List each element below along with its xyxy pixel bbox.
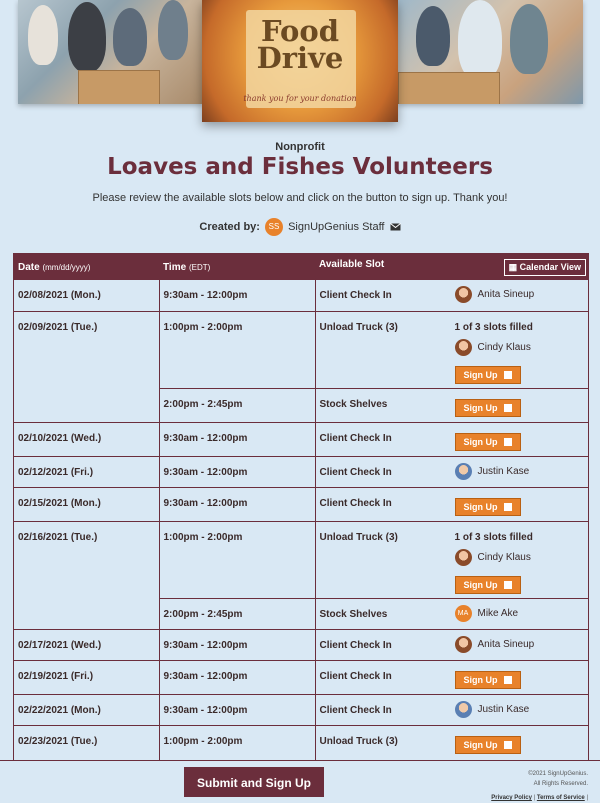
time-cell: 9:30am - 12:00pm — [159, 487, 315, 521]
volunteers-photo-left — [18, 0, 203, 104]
volunteers-photo-right — [398, 0, 583, 104]
creator-name: SignUpGenius Staff — [288, 220, 385, 233]
rights-text: All Rights Reserved. — [533, 781, 588, 787]
date-cell: 02/08/2021 (Mon.) — [14, 280, 159, 311]
food-word: Food — [261, 14, 339, 48]
slot-name: Client Check In — [319, 639, 392, 651]
copyright — [491, 769, 588, 803]
privacy-policy-link[interactable]: Privacy Policy — [491, 795, 532, 801]
slot-name: Unload Truck (3) — [319, 735, 398, 747]
time-cell: 1:00pm - 2:00pm — [159, 725, 315, 765]
checkbox-icon — [504, 676, 512, 684]
calendar-view-button[interactable]: ▦ Calendar View — [504, 259, 586, 276]
table-header — [14, 254, 588, 280]
slot-name: Client Check In — [319, 704, 392, 716]
time-cell: 9:30am - 12:00pm — [159, 280, 315, 311]
volunteer-name: Justin Kase — [477, 703, 530, 715]
table-row — [14, 311, 588, 388]
footer-bar — [0, 760, 600, 801]
table-row — [14, 694, 588, 725]
volunteer — [455, 286, 585, 303]
date-cell: 02/09/2021 (Tue.) — [14, 311, 159, 422]
slot-name: Client Check In — [319, 466, 392, 478]
checkbox-icon — [504, 371, 512, 379]
time-cell: 9:30am - 12:00pm — [159, 422, 315, 456]
slot-name: Unload Truck (3) — [319, 531, 398, 543]
checkbox-icon — [504, 404, 512, 412]
date-cell: 02/10/2021 (Wed.) — [14, 422, 159, 456]
org-type: Nonprofit — [275, 141, 325, 153]
slot-name: Stock Shelves — [319, 398, 388, 410]
time-cell: 2:00pm - 2:45pm — [159, 388, 315, 422]
volunteer — [455, 701, 585, 718]
slots-filled-text: 1 of 3 slots filled — [454, 321, 533, 333]
header-banner — [0, 0, 600, 122]
slot-name: Client Check In — [319, 670, 392, 682]
sign-up-button[interactable]: Sign Up — [455, 366, 521, 384]
avatar — [455, 463, 472, 480]
col-slot-header: Available Slot ▦ Calendar View — [315, 254, 588, 280]
instructions-text: Please review the available slots below and click on the button to sign up. Thank you! — [92, 192, 508, 204]
food-drive-jar-photo — [202, 0, 398, 122]
date-cell: 02/16/2021 (Tue.) — [14, 521, 159, 629]
table-row — [14, 660, 588, 694]
avatar — [455, 339, 472, 356]
table-row — [14, 456, 588, 487]
page-title: Loaves and Fishes Volunteers — [107, 154, 493, 180]
time-cell: 9:30am - 12:00pm — [159, 694, 315, 725]
date-cell: 02/17/2021 (Wed.) — [14, 629, 159, 660]
col-date-header: Date (mm/dd/yyyy) — [14, 254, 159, 280]
date-cell: 02/15/2021 (Mon.) — [14, 487, 159, 521]
volunteer — [455, 636, 585, 653]
checkbox-icon — [504, 438, 512, 446]
slot-name: Client Check In — [319, 432, 392, 444]
avatar: MA — [455, 605, 472, 622]
avatar — [455, 636, 472, 653]
drive-word: Drive — [256, 41, 344, 75]
time-cell: 9:30am - 12:00pm — [159, 629, 315, 660]
avatar — [455, 701, 472, 718]
volunteer-name: Mike Ake — [477, 607, 519, 619]
created-by — [0, 218, 600, 236]
volunteer — [455, 463, 585, 480]
mail-icon[interactable] — [390, 223, 401, 231]
submit-and-sign-up-button[interactable]: Submit and Sign Up — [184, 767, 324, 797]
volunteer — [455, 339, 585, 356]
date-cell: 02/19/2021 (Fri.) — [14, 660, 159, 694]
col-time-header: Time (EDT) — [159, 254, 315, 280]
time-cell: 9:30am - 12:00pm — [159, 456, 315, 487]
slot-name: Client Check In — [319, 290, 392, 301]
volunteer — [455, 549, 585, 566]
avatar — [455, 286, 472, 303]
date-cell: 02/22/2021 (Mon.) — [14, 694, 159, 725]
time-cell: 1:00pm - 2:00pm — [159, 521, 315, 598]
slot-name: Unload Truck (3) — [319, 321, 398, 333]
volunteer-name: Cindy Klaus — [477, 551, 531, 563]
slots-filled-text: 1 of 3 slots filled — [454, 531, 533, 543]
table-row — [14, 521, 588, 598]
date-cell: 02/23/2021 (Tue.) — [14, 725, 159, 765]
date-cell: 02/12/2021 (Fri.) — [14, 456, 159, 487]
sign-up-button[interactable]: Sign Up — [455, 433, 521, 451]
slot-name: Client Check In — [319, 497, 392, 509]
checkbox-icon — [504, 581, 512, 589]
time-cell: 2:00pm - 2:45pm — [159, 598, 315, 629]
slot-name: Stock Shelves — [319, 608, 388, 620]
copyright-text: ©2021 SignUpGenius. — [528, 771, 588, 777]
signup-table — [13, 253, 589, 766]
sign-up-button[interactable]: Sign Up — [455, 399, 521, 417]
volunteer — [455, 605, 585, 622]
creator-avatar: SS — [265, 218, 283, 236]
table-row — [14, 280, 588, 311]
sign-up-button[interactable]: Sign Up — [455, 736, 521, 754]
thanks-text: thank you for your donation — [243, 94, 357, 103]
volunteer-name: Anita Sineup — [477, 638, 535, 650]
footer-separator: | — [586, 795, 588, 801]
table-row — [14, 725, 588, 765]
terms-of-service-link[interactable]: Terms of Service — [536, 795, 585, 801]
footer-separator: | — [533, 795, 536, 801]
sign-up-button[interactable]: Sign Up — [455, 576, 521, 594]
volunteer-name: Anita Sineup — [477, 289, 535, 300]
sign-up-button[interactable]: Sign Up — [455, 498, 521, 516]
time-cell: 9:30am - 12:00pm — [159, 660, 315, 694]
time-cell: 1:00pm - 2:00pm — [159, 311, 315, 388]
table-row — [14, 487, 588, 521]
volunteer-name: Cindy Klaus — [477, 341, 531, 353]
volunteer-name: Justin Kase — [477, 465, 530, 477]
checkbox-icon — [504, 741, 512, 749]
table-row — [14, 422, 588, 456]
table-row — [14, 629, 588, 660]
checkbox-icon — [504, 503, 512, 511]
sign-up-button[interactable]: Sign Up — [455, 671, 521, 689]
created-by-label: Created by: — [199, 220, 260, 233]
avatar — [455, 549, 472, 566]
